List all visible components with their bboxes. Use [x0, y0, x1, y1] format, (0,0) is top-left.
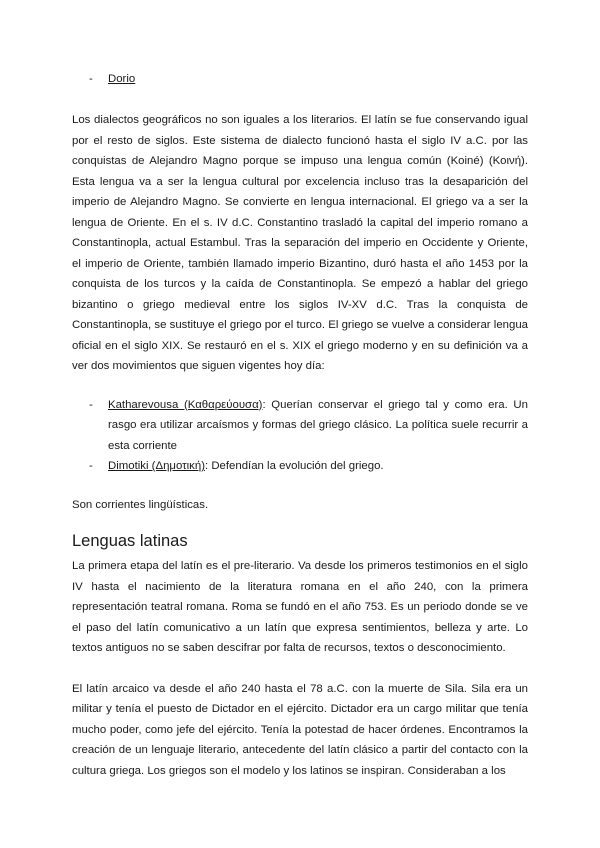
- movement-description: : Defendían la evolución del griego.: [205, 460, 384, 472]
- movement-description: : Querían conservar el griego tal y como era. Un rasgo era utilizar arcaísmos y formas del griego clásico. La política suele recurrir a esta corriente: [108, 398, 528, 452]
- movement-term: Dimotiki (Δημοτική): [108, 460, 205, 472]
- list-item: [72, 395, 528, 457]
- note-paragraph: Son corrientes lingüísticas.: [72, 498, 209, 511]
- section-heading: Lenguas latinas: [72, 532, 188, 550]
- paragraph-preliterary: La primera etapa del latín es el pre-literario. Va desde los primeros testimonios en el siglo IV hasta el nacimiento de la literatura romana en el año 240, con la primera representación teatral romana. Roma se fundó en el año 753. Es un periodo donde se ve el paso del latín comunicativo a un latín que expresa sentimientos, belleza y arte. Lo textos antiguos no se saben descifrar por falta de recursos, textos o desconocimiento.: [72, 560, 528, 654]
- dialect-bullet-item: [72, 69, 528, 89]
- bullet-dash: -: [89, 398, 93, 411]
- paragraph-dialects: Los dialectos geográficos no son iguales a los literarios. El latín se fue conservando igual por el resto de siglos. Este sistema de dialecto funcionó hasta el siglo IV a.C. por las conquistas de Alejandro Magno porque se impuso una lengua común (Koiné) (Κοινή). Esta lengua va a ser la lengua cultural por excelencia incluso tras la desaparición del imperio de Alejandro Magno. Se convierte en lengua internacional. El griego va a ser la lengua de Oriente. En el s. IV d.C. Constantino trasladó la capital del imperio romano a Constantinopla, actual Estambul. Tras la separación del imperio en Occidente y Oriente, el imperio de Oriente, también llamado imperio Bizantino, duró hasta el año 1453 por la conquista de los turcos y la caída de Constantinopla. Se empezó a hablar del griego bizantino o griego medieval entre los siglos IV-XV d.C. Tras la conquista de Constantinopla, se sustituye el griego por el turco. El griego se vuelve a considerar lengua oficial en el siglo XIX. Se restauró en el s. XIX el griego moderno y en su definición va a ver dos movimientos que siguen vigentes hoy día:: [72, 114, 528, 372]
- list-item: [72, 456, 528, 477]
- bullet-dash: -: [89, 73, 93, 85]
- bullet-dash: -: [89, 460, 93, 472]
- dialect-name: Dorio: [108, 73, 136, 85]
- movement-term: Katharevousa (Καθαρεύουσα): [108, 398, 263, 411]
- movements-list: [72, 395, 528, 477]
- document-page: [72, 66, 528, 781]
- paragraph-archaic: El latín arcaico va desde el año 240 hasta el 78 a.C. con la muerte de Sila. Sila era un militar y tenía el puesto de Dictador en el ejército. Dictador era un cargo militar que tenía mucho poder, como jefe del ejército. Tenía la potestad de hacer órdenes. Encontramos la creación de un lenguaje literario, antecedente del latín clásico a partir del contacto con la cultura griega. Los griegos son el modelo y los latinos se inspiran. Consideraban a los: [72, 682, 528, 777]
